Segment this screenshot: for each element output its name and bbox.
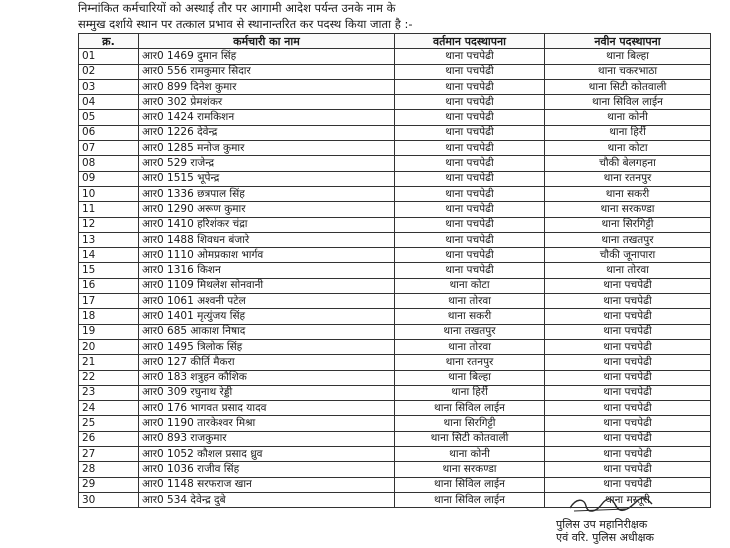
header-new-posting: नवीन पदस्थापना	[545, 34, 711, 49]
employee-name-cell: आर0 1515 भूपेन्द्र	[139, 171, 395, 186]
employee-name-cell: आर0 685 आकाश निषाद	[139, 324, 395, 339]
employee-name-cell: आर0 1036 राजीव सिंह	[139, 462, 395, 477]
current-posting-cell: थाना पचपेढी	[395, 248, 545, 263]
table-row	[79, 324, 711, 339]
employee-name-cell: आर0 1316 किशन	[139, 263, 395, 278]
new-posting-cell: थाना सरकण्डा	[545, 202, 711, 217]
header-current-posting: वर्तमान पदस्थापना	[395, 34, 545, 49]
new-posting-cell: थाना बिल्हा	[545, 49, 711, 64]
new-posting-cell: थाना तखतपुर	[545, 232, 711, 247]
table-row	[79, 294, 711, 309]
employee-name-cell: आर0 1148 सरफराज खान	[139, 477, 395, 492]
serial-cell: 14	[79, 248, 139, 263]
new-posting-cell: थाना चकरभाठा	[545, 64, 711, 79]
new-posting-cell: थाना सिरगिट्टी	[545, 217, 711, 232]
table-row	[79, 202, 711, 217]
serial-cell: 28	[79, 462, 139, 477]
employee-name-cell: आर0 1290 अरूण कुमार	[139, 202, 395, 217]
employee-name-cell: आर0 534 देवेन्द्र दुबे	[139, 492, 395, 507]
new-posting-cell: थाना पचपेढी	[545, 477, 711, 492]
new-posting-cell: थाना तोरवा	[545, 263, 711, 278]
new-posting-cell: थाना पचपेढी	[545, 447, 711, 462]
signature-designation-2: एवं वरि. पुलिस अधीक्षक	[556, 531, 654, 544]
employee-name-cell: आर0 1488 शिवधन बंजारे	[139, 232, 395, 247]
current-posting-cell: थाना पचपेढी	[395, 79, 545, 94]
serial-cell: 01	[79, 49, 139, 64]
current-posting-cell: थाना रतनपुर	[395, 355, 545, 370]
table-row	[79, 49, 711, 64]
serial-cell: 15	[79, 263, 139, 278]
current-posting-cell: थाना सकरी	[395, 309, 545, 324]
intro-text	[78, 0, 730, 32]
table-row	[79, 141, 711, 156]
table-row	[79, 385, 711, 400]
new-posting-cell: थाना कोनी	[545, 110, 711, 125]
table-body	[79, 49, 711, 508]
serial-cell: 04	[79, 95, 139, 110]
new-posting-cell: थाना पचपेढी	[545, 401, 711, 416]
handwritten-signature	[566, 494, 656, 514]
new-posting-cell: थाना रतनपुर	[545, 171, 711, 186]
new-posting-cell: थाना कोटा	[545, 141, 711, 156]
serial-cell: 19	[79, 324, 139, 339]
table-row	[79, 263, 711, 278]
table-row	[79, 278, 711, 293]
new-posting-cell: थाना मस्तूरी	[545, 492, 711, 507]
current-posting-cell: थाना पचपेढी	[395, 141, 545, 156]
employee-name-cell: आर0 302 प्रेमशंकर	[139, 95, 395, 110]
new-posting-cell: थाना पचपेढी	[545, 355, 711, 370]
current-posting-cell: थाना पचपेढी	[395, 95, 545, 110]
employee-name-cell: आर0 1469 दुमान सिंह	[139, 49, 395, 64]
table-row	[79, 156, 711, 171]
serial-cell: 05	[79, 110, 139, 125]
employee-name-cell: आर0 1226 देवेन्द्र	[139, 125, 395, 140]
new-posting-cell: थाना पचपेढी	[545, 339, 711, 354]
table-row	[79, 125, 711, 140]
employee-name-cell: आर0 176 भागवत प्रसाद यादव	[139, 401, 395, 416]
employee-name-cell: आर0 893 राजकुमार	[139, 431, 395, 446]
new-posting-cell: थाना सकरी	[545, 186, 711, 201]
serial-cell: 12	[79, 217, 139, 232]
current-posting-cell: थाना तोरवा	[395, 339, 545, 354]
signature-block	[556, 494, 726, 544]
signature-designation-1: पुलिस उप महानिरीक्षक	[556, 518, 648, 531]
current-posting-cell: थाना पचपेढी	[395, 171, 545, 186]
table-row	[79, 64, 711, 79]
serial-cell: 08	[79, 156, 139, 171]
current-posting-cell: थाना सिरगिट्टी	[395, 416, 545, 431]
serial-cell: 30	[79, 492, 139, 507]
serial-cell: 06	[79, 125, 139, 140]
serial-cell: 17	[79, 294, 139, 309]
current-posting-cell: थाना सिटी कोतवाली	[395, 431, 545, 446]
employee-name-cell: आर0 127 कीर्ति मैकरा	[139, 355, 395, 370]
current-posting-cell: थाना पचपेढी	[395, 156, 545, 171]
transfer-table	[78, 33, 711, 508]
table-row	[79, 232, 711, 247]
serial-cell: 11	[79, 202, 139, 217]
new-posting-cell: थाना पचपेढी	[545, 416, 711, 431]
current-posting-cell: थाना सिविल लाईन	[395, 401, 545, 416]
current-posting-cell: थाना पचपेढी	[395, 232, 545, 247]
table-row	[79, 339, 711, 354]
employee-name-cell: आर0 1336 छत्रपाल सिंह	[139, 186, 395, 201]
table-row	[79, 186, 711, 201]
serial-cell: 10	[79, 186, 139, 201]
serial-cell: 18	[79, 309, 139, 324]
employee-name-cell: आर0 1410 हरिशंकर चंद्रा	[139, 217, 395, 232]
table-row	[79, 110, 711, 125]
intro-line-2: सम्मुख दर्शाये स्थान पर तत्काल प्रभाव से स्थानान्तरित कर पदस्थ किया जाता है :-	[78, 17, 413, 31]
serial-cell: 20	[79, 339, 139, 354]
current-posting-cell: थाना कोटा	[395, 278, 545, 293]
employee-name-cell: आर0 1495 त्रिलोक सिंह	[139, 339, 395, 354]
new-posting-cell: थाना पचपेढी	[545, 294, 711, 309]
employee-name-cell: आर0 1401 मृत्युंजय सिंह	[139, 309, 395, 324]
current-posting-cell: थाना पचपेढी	[395, 186, 545, 201]
employee-name-cell: आर0 899 दिनेश कुमार	[139, 79, 395, 94]
serial-cell: 16	[79, 278, 139, 293]
new-posting-cell: थाना सिटी कोतवाली	[545, 79, 711, 94]
new-posting-cell: थाना पचपेढी	[545, 431, 711, 446]
employee-name-cell: आर0 183 शत्रुहन कौशिक	[139, 370, 395, 385]
serial-cell: 25	[79, 416, 139, 431]
serial-cell: 24	[79, 401, 139, 416]
employee-name-cell: आर0 1052 कौशल प्रसाद ध्रुव	[139, 447, 395, 462]
employee-name-cell: आर0 556 रामकुमार सिदार	[139, 64, 395, 79]
employee-name-cell: आर0 1285 मनोज कुमार	[139, 141, 395, 156]
new-posting-cell: चौकी जूनापारा	[545, 248, 711, 263]
current-posting-cell: थाना हिर्री	[395, 385, 545, 400]
new-posting-cell: चौकी बेलगहना	[545, 156, 711, 171]
table-row	[79, 171, 711, 186]
current-posting-cell: थाना सिविल लाईन	[395, 492, 545, 507]
new-posting-cell: थाना पचपेढी	[545, 278, 711, 293]
current-posting-cell: थाना पचपेढी	[395, 217, 545, 232]
serial-cell: 02	[79, 64, 139, 79]
serial-cell: 07	[79, 141, 139, 156]
employee-name-cell: आर0 1110 ओमप्रकाश भार्गव	[139, 248, 395, 263]
header-serial: क्र.	[79, 34, 139, 49]
employee-name-cell: आर0 1109 मिथलेश सोनवानी	[139, 278, 395, 293]
serial-cell: 09	[79, 171, 139, 186]
employee-name-cell: आर0 529 राजेन्द्र	[139, 156, 395, 171]
table-header-row	[79, 34, 711, 49]
table-row	[79, 431, 711, 446]
new-posting-cell: थाना पचपेढी	[545, 309, 711, 324]
intro-line-1: निम्नांकित कर्मचारियों को अस्थाई तौर पर आगामी आदेश पर्यन्त उनके नाम के	[78, 1, 396, 15]
serial-cell: 22	[79, 370, 139, 385]
current-posting-cell: थाना पचपेढी	[395, 125, 545, 140]
new-posting-cell: थाना पचपेढी	[545, 462, 711, 477]
table-row	[79, 370, 711, 385]
table-row	[79, 416, 711, 431]
new-posting-cell: थाना पचपेढी	[545, 370, 711, 385]
serial-cell: 23	[79, 385, 139, 400]
header-employee-name: कर्मचारी का नाम	[139, 34, 395, 49]
employee-name-cell: आर0 309 रघुनाथ रेड्डी	[139, 385, 395, 400]
serial-cell: 21	[79, 355, 139, 370]
serial-cell: 26	[79, 431, 139, 446]
current-posting-cell: थाना कोनी	[395, 447, 545, 462]
new-posting-cell: थाना पचपेढी	[545, 324, 711, 339]
current-posting-cell: थाना सरकण्डा	[395, 462, 545, 477]
current-posting-cell: थाना बिल्हा	[395, 370, 545, 385]
current-posting-cell: थाना तोरवा	[395, 294, 545, 309]
current-posting-cell: थाना पचपेढी	[395, 110, 545, 125]
employee-name-cell: आर0 1061 अश्वनी पटेल	[139, 294, 395, 309]
table-row	[79, 355, 711, 370]
current-posting-cell: थाना पचपेढी	[395, 49, 545, 64]
current-posting-cell: थाना तखतपुर	[395, 324, 545, 339]
serial-cell: 29	[79, 477, 139, 492]
table-row	[79, 79, 711, 94]
employee-name-cell: आर0 1424 रामकिशन	[139, 110, 395, 125]
current-posting-cell: थाना पचपेढी	[395, 202, 545, 217]
table-row	[79, 217, 711, 232]
table-row	[79, 447, 711, 462]
new-posting-cell: थाना हिर्री	[545, 125, 711, 140]
employee-name-cell: आर0 1190 तारकेश्वर मिश्रा	[139, 416, 395, 431]
current-posting-cell: थाना पचपेढी	[395, 263, 545, 278]
table-row	[79, 95, 711, 110]
table-row	[79, 309, 711, 324]
new-posting-cell: थाना सिविल लाईन	[545, 95, 711, 110]
new-posting-cell: थाना पचपेढी	[545, 385, 711, 400]
table-row	[79, 248, 711, 263]
serial-cell: 03	[79, 79, 139, 94]
table-row	[79, 462, 711, 477]
current-posting-cell: थाना सिविल लाईन	[395, 477, 545, 492]
table-row	[79, 401, 711, 416]
table-row	[79, 477, 711, 492]
serial-cell: 27	[79, 447, 139, 462]
current-posting-cell: थाना पचपेढी	[395, 64, 545, 79]
serial-cell: 13	[79, 232, 139, 247]
